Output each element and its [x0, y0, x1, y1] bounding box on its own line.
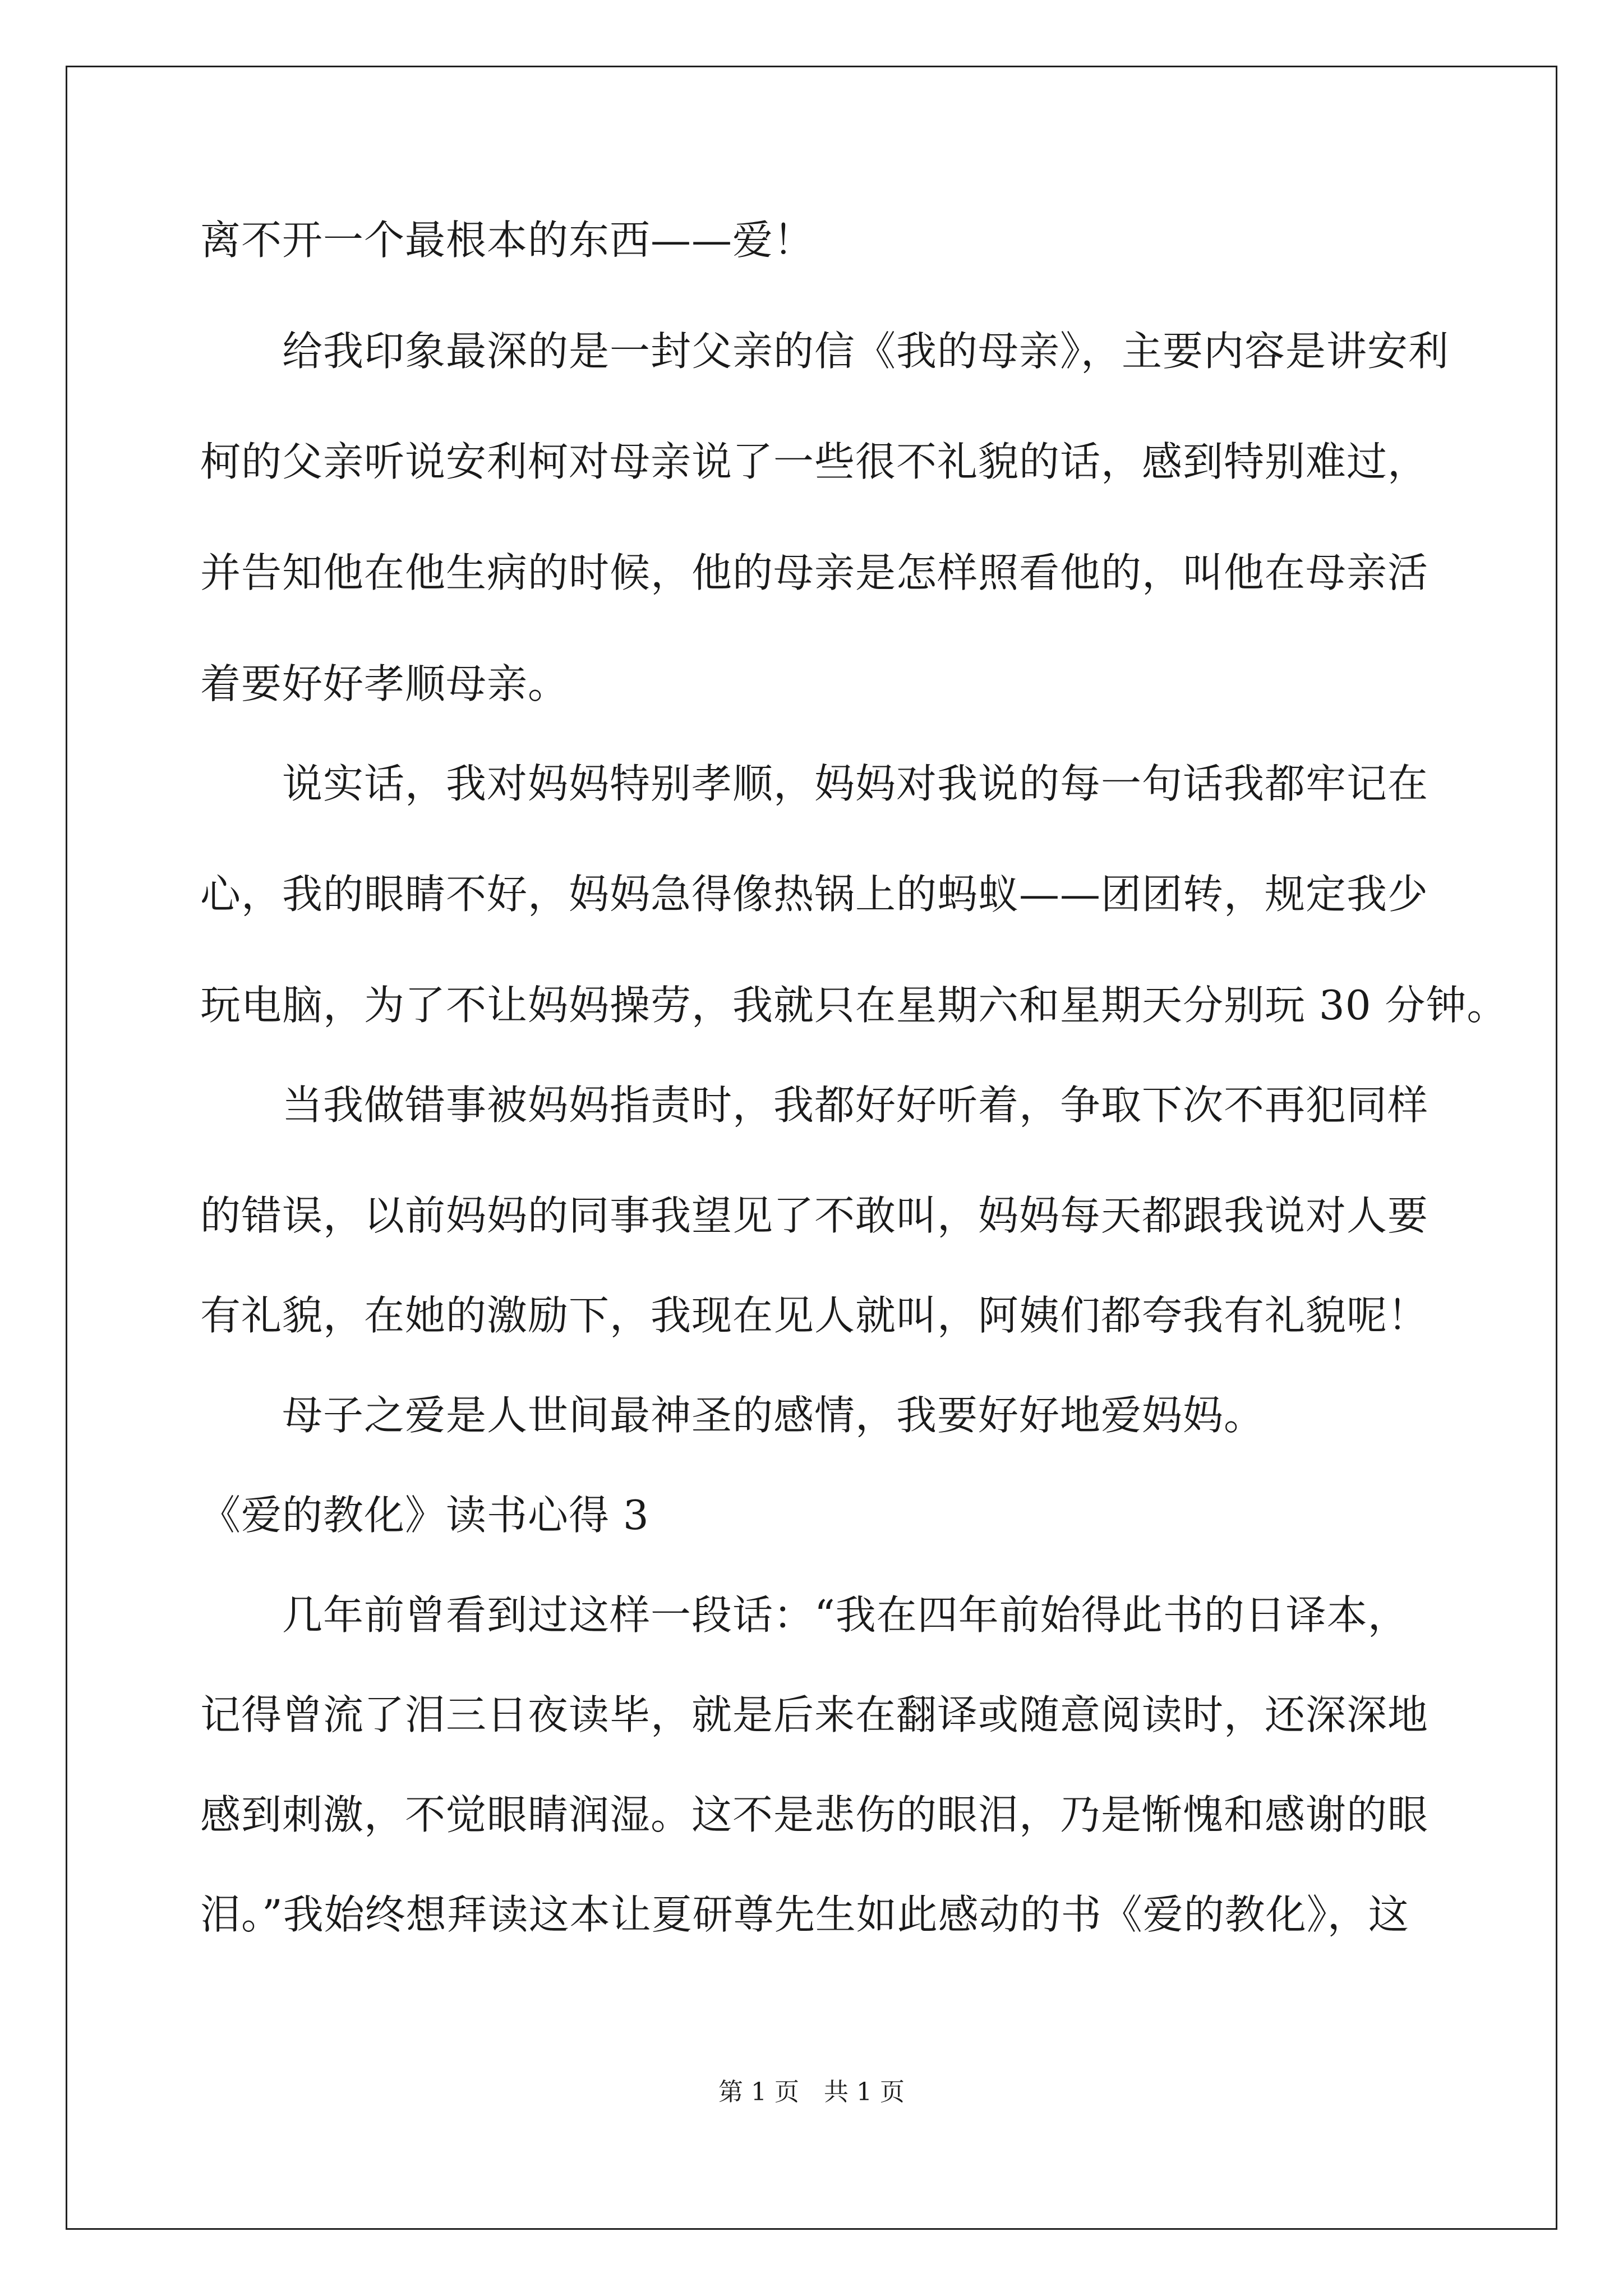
text-line: 玩电脑，为了不让妈妈操劳，我就只在星期六和星期天分别玩 30 分钟。 [200, 982, 1508, 1029]
text-line: 母子之爱是人世间最神圣的感情，我要好好地爱妈妈。 [200, 1392, 1265, 1439]
text-line: 有礼貌，在她的激励下，我现在见人就叫，阿姨们都夸我有礼貌呢！ [200, 1292, 1429, 1339]
text-line: 记得曾流了泪三日夜读毕，就是后来在翻译或随意阅读时，还深深地 [200, 1691, 1429, 1738]
text-line: 说实话，我对妈妈特别孝顺，妈妈对我说的每一句话我都牢记在 [200, 760, 1429, 807]
text-line: 离不开一个最根本的东西——爱！ [200, 217, 815, 264]
text-line: 心，我的眼睛不好，妈妈急得像热锅上的蚂蚁——团团转，规定我少 [200, 871, 1429, 918]
text-line: 的错误，以前妈妈的同事我望见了不敢叫，妈妈每天都跟我说对人要 [200, 1192, 1429, 1239]
text-line: 几年前曾看到过这样一段话：“我在四年前始得此书的日译本， [200, 1591, 1409, 1639]
text-line: 给我印象最深的是一封父亲的信《我的母亲》，主要内容是讲安利 [200, 328, 1450, 375]
text-line: 并告知他在他生病的时候，他的母亲是怎样照看他的，叫他在母亲活 [200, 549, 1429, 596]
text-line: 当我做错事被妈妈指责时，我都好好听着，争取下次不再犯同样 [200, 1082, 1429, 1129]
section-heading: 《爱的教化》读书心得 3 [200, 1492, 649, 1539]
text-line: 着要好好孝顺母亲。 [200, 660, 569, 707]
text-line: 柯的父亲听说安利柯对母亲说了一些很不礼貌的话，感到特别难过， [200, 438, 1429, 485]
page-number-footer: 第 1 页 共 1 页 [718, 2078, 905, 2106]
text-line: 感到刺激，不觉眼睛润湿。这不是悲伤的眼泪，乃是惭愧和感谢的眼 [200, 1791, 1429, 1838]
text-line: 泪。”我始终想拜读这本让夏研尊先生如此感动的书《爱的教化》，这 [200, 1891, 1409, 1938]
